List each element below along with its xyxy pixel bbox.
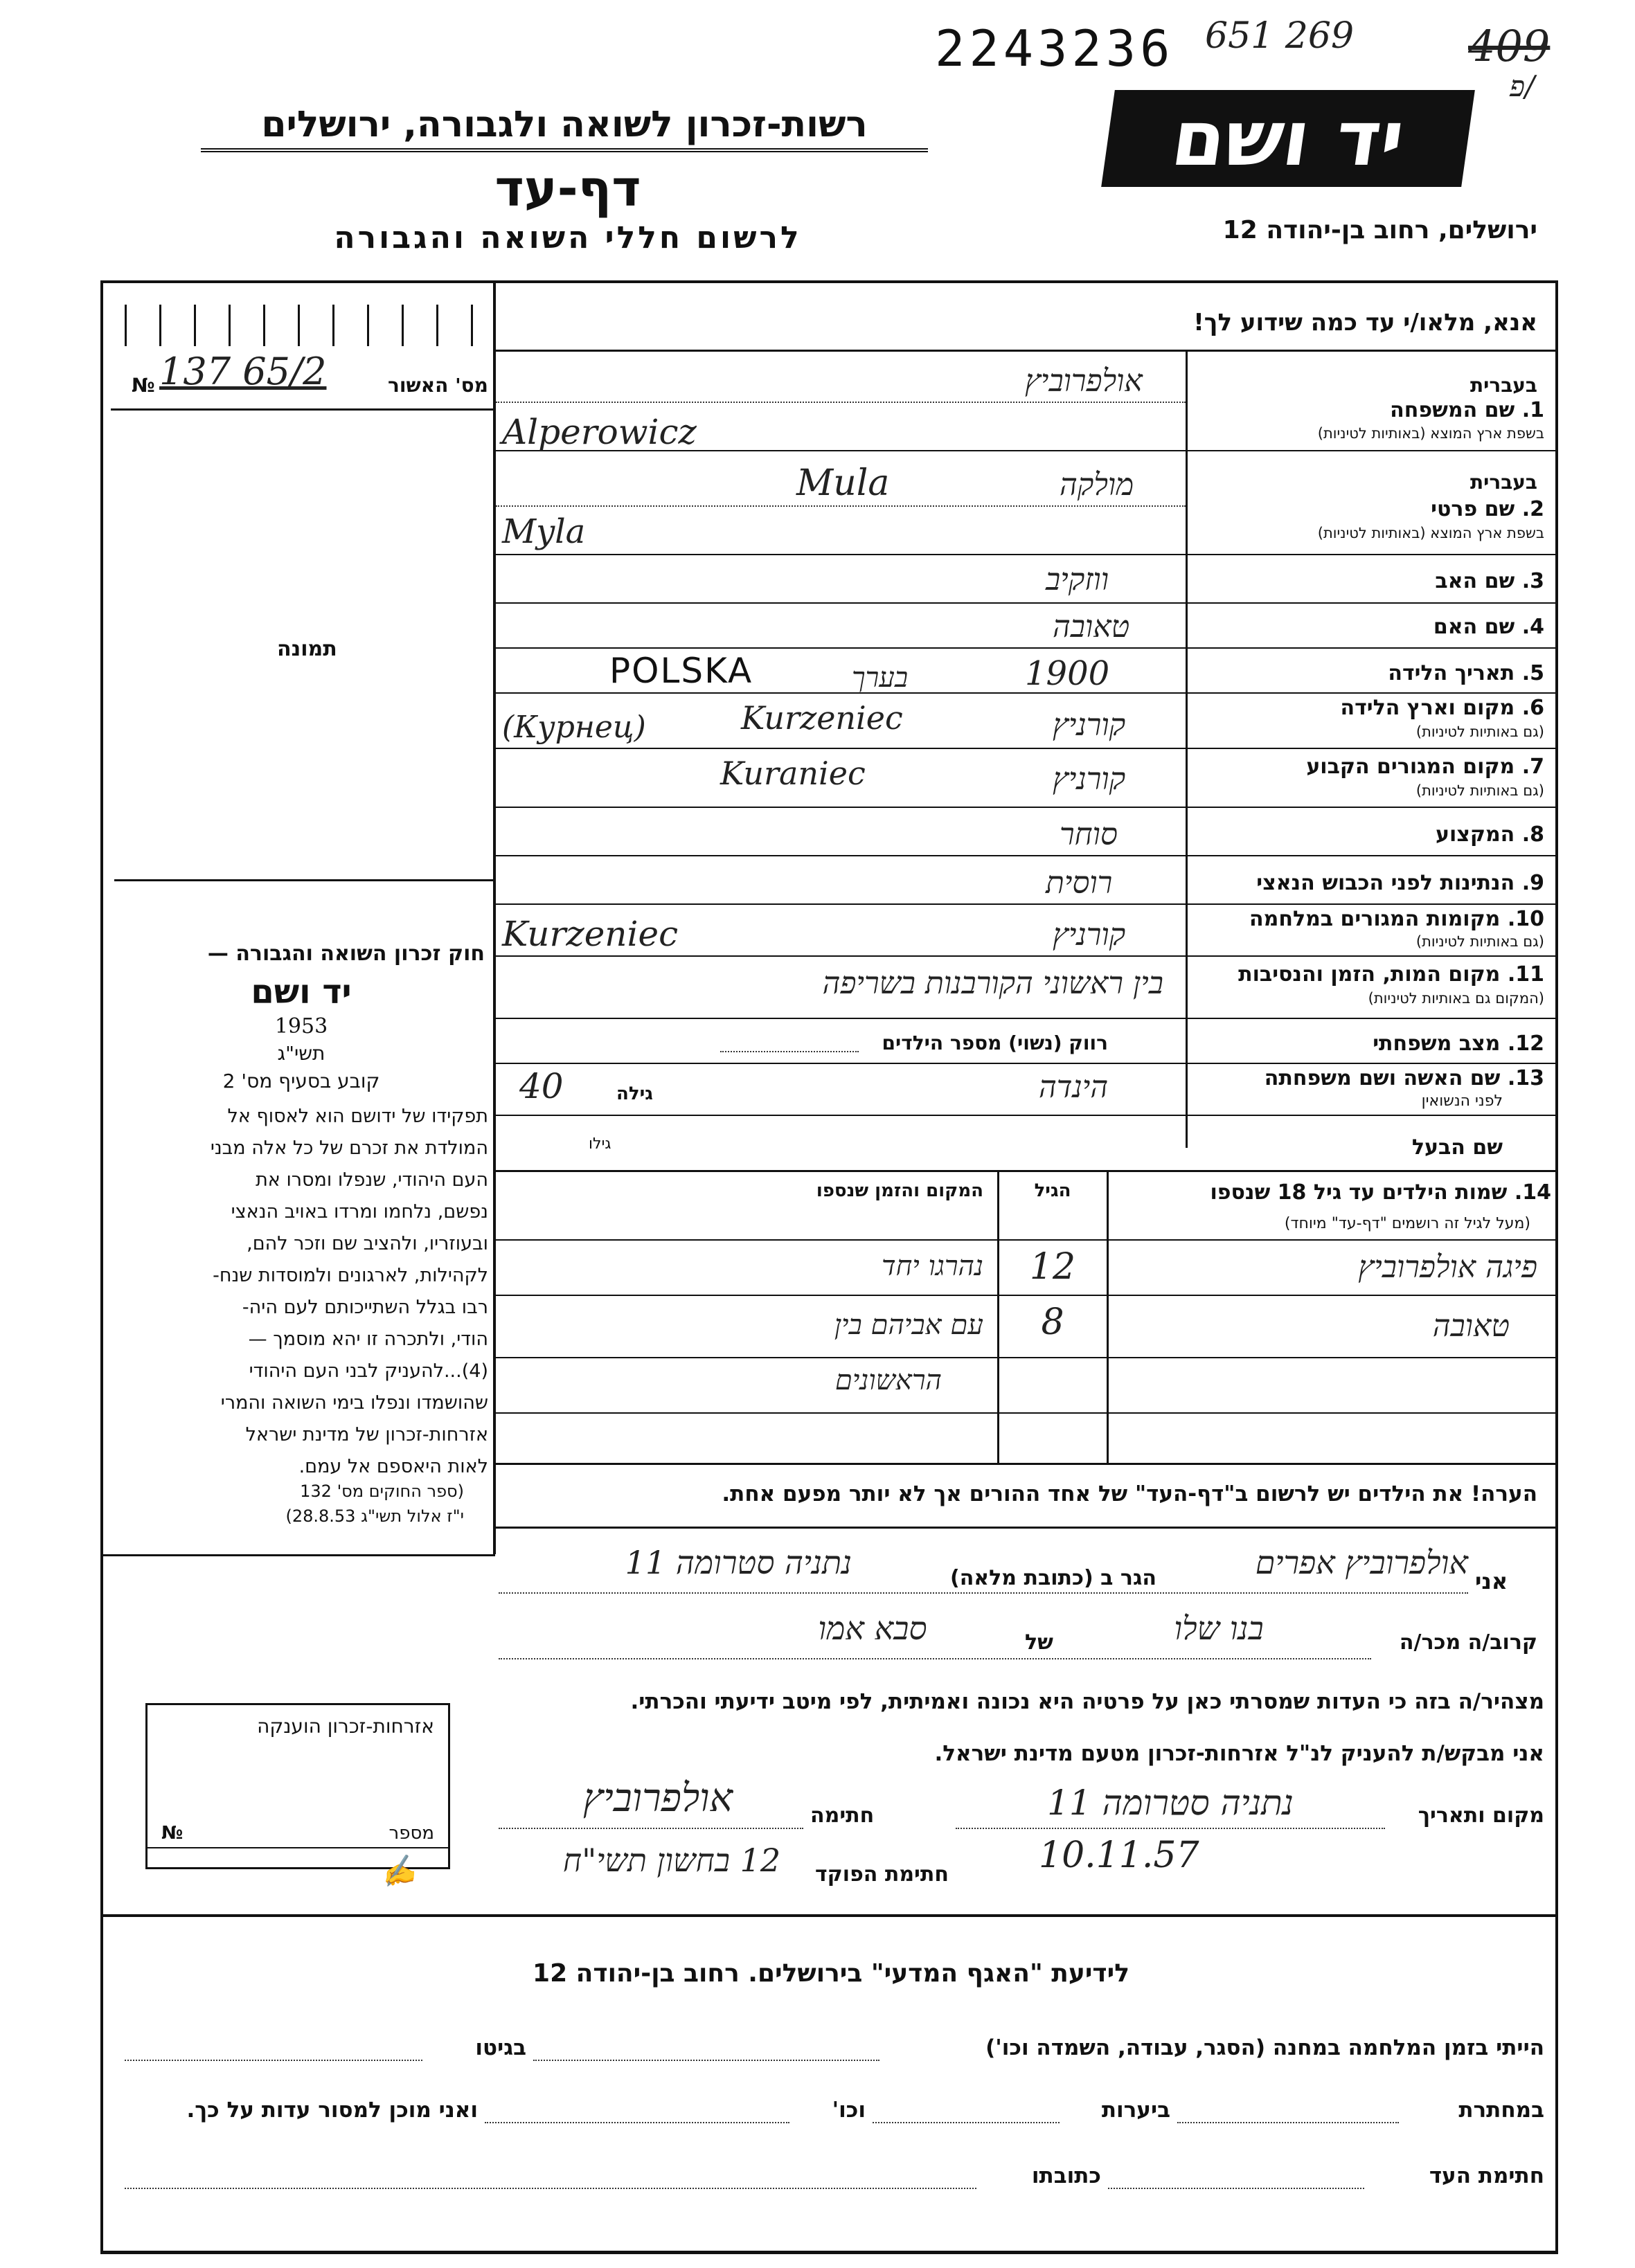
decl-i-label: אני bbox=[1475, 1568, 1508, 1594]
law-line: לאות היאספם אל עמם. bbox=[298, 1456, 488, 1477]
value-birth-place-cyrillic: (Курнец) bbox=[502, 710, 646, 745]
children-col-divider-1 bbox=[1107, 1172, 1109, 1463]
children-row-line bbox=[496, 1357, 1558, 1358]
value-birth-place-latin: Kurzeniec bbox=[741, 699, 903, 737]
gazette-ref-1: (ספר החוקים מס' 132 bbox=[300, 1482, 464, 1501]
bottom-fill bbox=[1177, 2122, 1399, 2123]
sub-line bbox=[496, 402, 1186, 403]
field-label: מקום המגורים הקבוע bbox=[1306, 755, 1515, 779]
value-death: בין ראשוני הקורבנות בשריפה bbox=[822, 966, 1163, 1001]
field-label: שם האם bbox=[1433, 615, 1515, 639]
bottom-title: לידיעת "האגף המדעי" בירושלים. רחוב בן-יהודה 12 bbox=[533, 1959, 1129, 1988]
row-sep bbox=[496, 1018, 1558, 1019]
law-text bbox=[114, 1101, 488, 1483]
children-row-line bbox=[496, 1295, 1558, 1296]
value-father: ווזקיב bbox=[1046, 562, 1109, 597]
field-num: 1. bbox=[1521, 398, 1544, 422]
value-wife-name: הינדה bbox=[1039, 1070, 1109, 1105]
children-count-dots bbox=[720, 1051, 859, 1052]
children-bottom-line bbox=[496, 1463, 1558, 1465]
row-sep bbox=[496, 1063, 1558, 1064]
law-line: שהושמדו ונפלו בימי השואה והמרי bbox=[220, 1392, 488, 1414]
law-line: תפקידו של ידושם הוא לאסוף אל bbox=[227, 1106, 488, 1127]
decl-officer-label: חתימת הפוקד bbox=[815, 1862, 949, 1887]
field-num: 13. bbox=[1507, 1066, 1544, 1090]
field-num: 4. bbox=[1521, 615, 1544, 639]
hebrew-tag-2: בעברית bbox=[1469, 471, 1537, 494]
children-header bbox=[1115, 1180, 1551, 1205]
value-marital-status: רווק (נשוי) מספר הילדים bbox=[882, 1032, 1108, 1054]
cert-box-title: אזרחות-זכרון הוענקה bbox=[257, 1715, 434, 1738]
field-sub: (המקום גם באותיות לטיניות) bbox=[1368, 990, 1544, 1007]
certificate-box bbox=[145, 1703, 450, 1869]
bottom-fill bbox=[485, 2122, 789, 2123]
field-num: 8. bbox=[1521, 822, 1544, 847]
value-birth-approx: בערך bbox=[852, 662, 909, 694]
row-sep bbox=[496, 602, 1558, 604]
note-bottom-line bbox=[496, 1527, 1558, 1529]
child-place: הראשונים bbox=[834, 1365, 942, 1396]
field-label-occupation bbox=[1198, 822, 1544, 847]
husband-age-label: גילו bbox=[589, 1135, 611, 1153]
value-mother: טאובה bbox=[1053, 609, 1130, 645]
field-sub: (גם באותיות לטיניות) bbox=[1415, 723, 1544, 740]
decl-statement: מצהיר/ה בזה כי העדות שמסרתי כאן על פרטיה היא נכונה ואמיתית, לפי מיטב ידיעתי והכרתי. bbox=[630, 1689, 1544, 1714]
field-num: 11. bbox=[1507, 962, 1544, 987]
value-occupation: סוחר bbox=[1060, 817, 1118, 852]
cert-box-line bbox=[148, 1847, 448, 1848]
law-line: לקהילות, לארגונים ולמוסדות שנח- bbox=[213, 1265, 488, 1286]
children-num: 14. bbox=[1514, 1180, 1551, 1205]
field-label: מקום וארץ הלידה bbox=[1340, 696, 1515, 720]
bottom-line2-c: וכו' bbox=[832, 2098, 866, 2123]
bottom-line1-a: הייתי בזמן המלחמה במחנה (הסגר, עבודה, השמדה וכו') bbox=[985, 2035, 1544, 2060]
field-label-birth-place bbox=[1198, 696, 1544, 720]
child-name: פיגה אולפרוביץ bbox=[1358, 1250, 1537, 1285]
law-line: אזרחות-זכרון של מדינת ישראל bbox=[245, 1424, 488, 1446]
value-residence-latin: Kuraniec bbox=[720, 755, 866, 792]
approval-underline bbox=[111, 408, 493, 411]
form-subtitle: לרשום חללי השואה והגבורה bbox=[334, 220, 802, 255]
value-war-residence-latin: Kurzeniec bbox=[502, 914, 679, 954]
field-num: 2. bbox=[1521, 497, 1544, 521]
field-label-husband: שם הבעל bbox=[1411, 1135, 1503, 1160]
bottom-line2-b: ביערות bbox=[1101, 2098, 1170, 2123]
decl-signature-value: אולפרוביץ bbox=[582, 1776, 733, 1821]
children-col-divider-2 bbox=[997, 1172, 999, 1463]
bottom-fill bbox=[533, 2060, 879, 2061]
bottom-line2-a: במחתרת bbox=[1458, 2098, 1544, 2123]
bottom-line1-b: בגיטו bbox=[475, 2035, 526, 2060]
row-sep bbox=[496, 748, 1558, 749]
row-sep bbox=[496, 903, 1558, 905]
field-num: 6. bbox=[1521, 696, 1544, 720]
field-label-residence bbox=[1198, 755, 1544, 779]
field-label: מצב משפחתי bbox=[1373, 1032, 1501, 1056]
field-num: 12. bbox=[1507, 1032, 1544, 1056]
value-war-residence-heb: קורניץ bbox=[1053, 917, 1126, 953]
decl-line bbox=[499, 1828, 803, 1829]
law-clause: קובע בסעיף מס' 2 bbox=[222, 1070, 380, 1092]
bottom-fill bbox=[873, 2122, 1060, 2123]
photo-label: תמונה bbox=[277, 637, 337, 661]
intro-underline bbox=[496, 350, 1558, 352]
intro-text: אנא, מלאו/י עד כמה שידוע לך! bbox=[1193, 309, 1537, 336]
decl-date-value: 10.11.57 bbox=[1039, 1835, 1199, 1876]
field-label: שם המשפחה bbox=[1390, 398, 1515, 422]
field-sub: בשפת ארץ המוצא (באותיות לטיניות) bbox=[1317, 525, 1544, 541]
cert-box-no-sign: № bbox=[161, 1823, 184, 1844]
child-place: עם אביהם בין bbox=[834, 1309, 983, 1341]
left-column-divider bbox=[493, 280, 496, 1554]
law-line: העם היהודי, שנפלו ומסרו את bbox=[256, 1169, 488, 1191]
approval-no-sign: № bbox=[132, 374, 155, 397]
wife-age-value: 40 bbox=[519, 1066, 564, 1106]
yad-vashem-logo bbox=[1101, 90, 1475, 187]
approval-value: 137 65/2 bbox=[159, 350, 327, 393]
value-nationality: רוסית bbox=[1046, 865, 1113, 901]
field-label: מקום המות, הזמן והנסיבות bbox=[1238, 962, 1501, 987]
row-sep bbox=[496, 1115, 1558, 1116]
field-num: 5. bbox=[1521, 661, 1544, 685]
field-label-birth-date bbox=[1198, 661, 1544, 685]
sub-line bbox=[496, 505, 1186, 507]
approval-label: מס' האשור bbox=[388, 374, 488, 397]
decl-relation-label: קרוב/ה מכר/ה bbox=[1399, 1630, 1537, 1655]
row-sep bbox=[496, 647, 1558, 649]
row-sep bbox=[496, 855, 1558, 856]
children-col-age: הגיל bbox=[1034, 1180, 1071, 1201]
children-col-place: המקום והזמן שנספו bbox=[816, 1180, 983, 1201]
child-name: טאובה bbox=[1432, 1308, 1510, 1344]
children-row-line bbox=[496, 1412, 1558, 1414]
value-birth-country: POLSKA bbox=[609, 651, 753, 691]
decl-relation-value: בנו שלו bbox=[1174, 1610, 1264, 1647]
field-label-mother bbox=[1198, 615, 1544, 639]
field-sub: בשפת ארץ המוצא (באותיות לטיניות) bbox=[1317, 425, 1544, 442]
handwritten-number-2-sub: פ/ bbox=[1510, 69, 1535, 103]
gazette-ref-2: י"ז אלול תשי"ג 28.8.53) bbox=[285, 1506, 464, 1526]
children-header-sub: (מעל לגיל זה רושמים "דף-עד" מיוחד) bbox=[1284, 1215, 1530, 1232]
law-year: 1953 bbox=[274, 1014, 328, 1038]
child-place: נהרגו יחד bbox=[881, 1250, 983, 1282]
officer-initials: ✍ bbox=[377, 1853, 419, 1891]
row-sep bbox=[496, 955, 1558, 957]
field-label-first-name bbox=[1198, 497, 1544, 521]
field-num: 3. bbox=[1521, 569, 1544, 593]
logo-text: יד ושם bbox=[1166, 94, 1410, 183]
decl-signature-label: חתימה bbox=[810, 1803, 875, 1828]
decl-officer-value: 12 בחשון תשי"ח bbox=[562, 1842, 781, 1879]
handwritten-number-2: 409 bbox=[1468, 21, 1551, 71]
field-sub: (גם באותיות לטיניות) bbox=[1415, 782, 1544, 799]
field-label: שם פרטי bbox=[1431, 497, 1515, 521]
label-column-divider bbox=[1186, 352, 1188, 1148]
address: ירושלים, רחוב בן-יהודה 12 bbox=[1222, 216, 1537, 244]
field-label: המקצוע bbox=[1435, 822, 1515, 847]
child-age: 8 bbox=[1041, 1302, 1064, 1343]
field-num: 7. bbox=[1521, 755, 1544, 779]
bottom-section-line bbox=[100, 1914, 1558, 1917]
bottom-line2-d: ואני מוכן למסור עדות על כך. bbox=[186, 2098, 478, 2123]
decl-request: אני מבקש/ת להעניק לנ"ל אזרחות-זכרון מטעם מדינת ישראל. bbox=[934, 1741, 1544, 1766]
field-num: 10. bbox=[1507, 907, 1544, 931]
law-title: חוק זכרון השואה והגבורה — bbox=[207, 942, 485, 966]
field-label-family-name bbox=[1198, 398, 1544, 422]
handwritten-number-1: 651 269 bbox=[1205, 15, 1355, 57]
decl-i-value: אולפרוביץ אפרים bbox=[1255, 1544, 1468, 1581]
wife-age-label: גילה bbox=[616, 1083, 653, 1104]
value-family-name-latin: Alperowicz bbox=[502, 412, 697, 452]
field-label: שם האב bbox=[1435, 569, 1515, 593]
bottom-line3-a: חתימת העד bbox=[1429, 2163, 1544, 2188]
note-text: הערה! את הילדים יש לרשום ב"דף-העד" של אחד ההורים אך לא יותר מפעם אחת. bbox=[722, 1482, 1537, 1506]
law-line: הודי, ולתכרה זו יהא מוסמך — bbox=[248, 1329, 488, 1350]
decl-living-label: הגר ב (כתובת מלאה) bbox=[949, 1566, 1156, 1590]
value-first-name-latin-1: Mula bbox=[796, 462, 890, 504]
law-line: (4)...להעניק לבני העם היהודי bbox=[249, 1360, 488, 1382]
field-sub: לפני הנשואין bbox=[1421, 1092, 1503, 1110]
decl-of-label: של bbox=[1025, 1630, 1053, 1655]
field-label-nationality bbox=[1191, 871, 1544, 895]
field-label-marital bbox=[1198, 1032, 1544, 1056]
document-number: 2243236 bbox=[935, 19, 1174, 78]
form-title: דף-עד bbox=[494, 159, 641, 217]
decl-living-value: נתניה סטרומה 11 bbox=[625, 1544, 852, 1581]
value-first-name-heb: מולקה bbox=[1060, 467, 1134, 503]
bottom-fill bbox=[1108, 2188, 1364, 2189]
law-line: ובעוזריו, ולהציב שם וזכר להם, bbox=[247, 1233, 488, 1254]
approval-ticks bbox=[125, 305, 478, 346]
decl-of-value: סבא אמו bbox=[818, 1610, 927, 1647]
children-title: שמות הילדים עד גיל 18 שנספו bbox=[1210, 1180, 1508, 1205]
field-label-wife bbox=[1191, 1066, 1544, 1090]
left-bottom-line bbox=[100, 1554, 495, 1556]
law-logo: יד ושם bbox=[251, 973, 352, 1011]
law-line: רבו בגלל השתייכותם לעם היה- bbox=[242, 1297, 488, 1318]
decl-line bbox=[499, 1592, 1468, 1594]
bottom-line3-b: כתובתו bbox=[1031, 2163, 1101, 2188]
decl-place-value: נתניה סטרומה 11 bbox=[1047, 1783, 1294, 1823]
law-line: המולדת את זכרם של כל אלה מבני bbox=[210, 1137, 488, 1159]
decl-line bbox=[499, 1658, 1371, 1659]
cert-box-number-label: מספר bbox=[388, 1823, 434, 1844]
field-sub: (גם באותיות לטיניות) bbox=[1415, 933, 1544, 950]
field-label-father bbox=[1198, 569, 1544, 593]
row-sep bbox=[496, 807, 1558, 808]
decl-line bbox=[956, 1828, 1385, 1829]
bottom-fill bbox=[125, 2188, 976, 2189]
row-sep bbox=[496, 1170, 1558, 1172]
value-family-name-heb: אולפרוביץ bbox=[1025, 363, 1143, 399]
field-label-death bbox=[1191, 962, 1544, 987]
photo-bottom-line bbox=[114, 879, 493, 881]
field-label: שם האשה ושם משפחתה bbox=[1264, 1066, 1501, 1090]
value-birth-place-heb: קורניץ bbox=[1053, 708, 1126, 743]
bottom-fill bbox=[125, 2060, 422, 2061]
field-label-war-residence bbox=[1191, 907, 1544, 931]
child-age: 12 bbox=[1029, 1246, 1076, 1288]
law-year-heb: תשי"ג bbox=[277, 1042, 325, 1065]
value-residence-heb: קורניץ bbox=[1053, 762, 1126, 797]
hebrew-tag-1: בעברית bbox=[1469, 374, 1537, 397]
value-first-name-latin-2: Myla bbox=[502, 512, 586, 551]
value-birth-year: 1900 bbox=[1025, 654, 1110, 693]
field-label: הנתינות לפני הכבוש הנאצי bbox=[1256, 871, 1515, 895]
row-sep bbox=[496, 554, 1558, 555]
decl-place-date-label: מקום ותאריך bbox=[1418, 1803, 1544, 1828]
field-label: תאריך הלידה bbox=[1388, 661, 1515, 685]
law-line: נפשם, נלחמו ומרדו באויב הנאצי bbox=[231, 1201, 488, 1223]
authority-name: רשות-זכרון לשואה ולגבורה, ירושלים bbox=[201, 104, 928, 152]
children-header-line bbox=[496, 1239, 1558, 1241]
frame-bottom bbox=[100, 2251, 1558, 2254]
field-num: 9. bbox=[1521, 871, 1544, 895]
field-label: מקומות המגורים במלחמה bbox=[1249, 907, 1501, 931]
